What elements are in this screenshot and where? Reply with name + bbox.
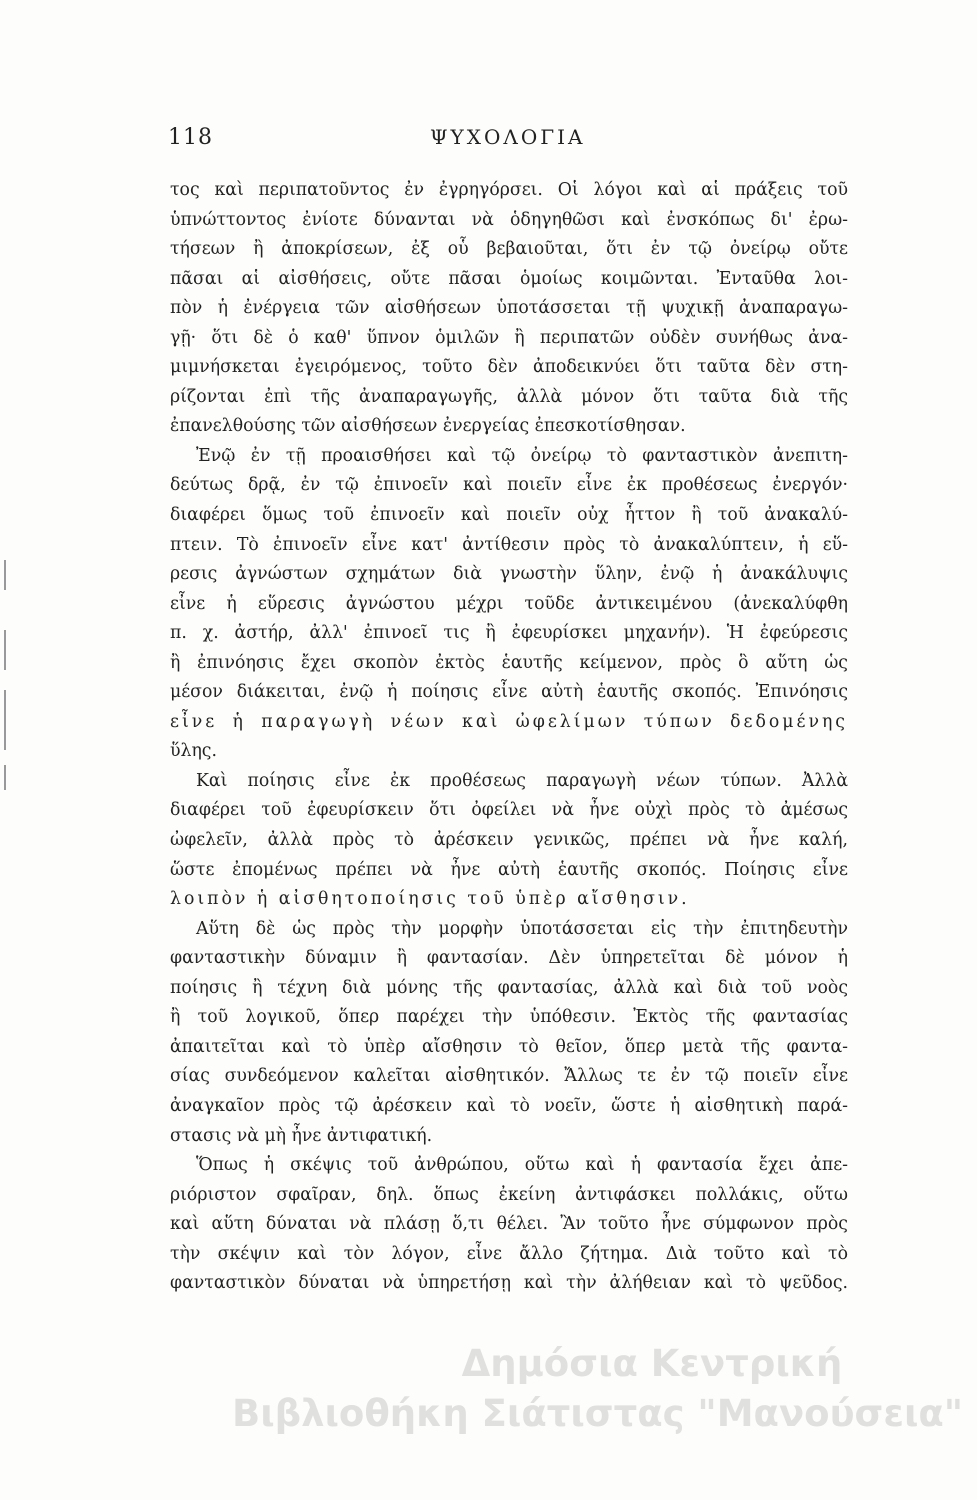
- text-line: Ὅπως ἡ σκέψις τοῦ ἀνθρώπου, οὕτω καὶ ἡ φαντασία ἔχει ἀπε-: [196, 1155, 848, 1176]
- text-line: στασις νὰ μὴ ἦνε ἀντιφατική.: [170, 1125, 433, 1146]
- text-line: ὥστε ἐπομένως πρέπει νὰ ἦνε αὐτὴ ἑαυτῆς σκοπός. Ποίησις εἶνε: [170, 859, 848, 880]
- text-line: ρεσις ἀγνώστων σχημάτων διὰ γνωστὴν ὕλην, ἐνῷ ἡ ἀνακάλυψις: [170, 564, 848, 585]
- text-line: ρίζονται ἐπὶ τῆς ἀναπαραγωγῆς, ἀλλὰ μόνον ὅτι ταῦτα διὰ τῆς: [170, 386, 848, 407]
- text-line: ἢ ἐπινόησις ἔχει σκοπὸν ἐκτὸς ἑαυτῆς κείμενον, πρὸς ὃ αὕτη ὡς: [170, 652, 848, 673]
- text-line: διαφέρει ὅμως τοῦ ἐπινοεῖν καὶ ποιεῖν οὐχ ἧττον ἢ τοῦ ἀνακαλύ-: [170, 505, 848, 526]
- text-line: π. χ. ἀστήρ, ἀλλ' ἐπινοεῖ τις ἢ ἐφευρίσκει μηχανήν). Ἡ ἐφεύρεσις: [170, 623, 848, 644]
- text-line: τὴν σκέψιν καὶ τὸν λόγον, εἶνε ἄλλο ζήτημα. Διὰ τοῦτο καὶ τὸ: [170, 1243, 848, 1264]
- text-line: ὠφελεῖν, ἀλλὰ πρὸς τὸ ἀρέσκειν γενικῶς, πρέπει νὰ ἦνε καλή,: [170, 830, 848, 851]
- text-line: τήσεων ἢ ἀποκρίσεων, ἐξ οὗ βεβαιοῦται, ὅτι ἐν τῷ ὀνείρῳ οὔτε: [170, 239, 848, 260]
- text-line: εἶνε ἡ εὕρεσις ἀγνώστου μέχρι τοῦδε ἀντικειμένου (ἀνεκαλύφθη: [170, 593, 848, 614]
- text-line: Αὕτη δὲ ὡς πρὸς τὴν μορφὴν ὑποτάσσεται εἰς τὴν ἐπιτηδευτὴν: [196, 918, 848, 939]
- text-line: ποίησις ἢ τέχνη διὰ μόνης τῆς φαντασίας, ἀλλὰ καὶ διὰ τοῦ νοὸς: [170, 977, 848, 998]
- text-line: ὕλης.: [170, 741, 217, 762]
- text-line: μέσον διάκειται, ἐνῷ ἡ ποίησις εἶνε αὐτὴ ἑαυτῆς σκοπός. Ἐπινόησις: [170, 682, 848, 703]
- text-line: τος καὶ περιπατοῦντος ἐν ἐγρηγόρσει. Οἱ λόγοι καὶ αἱ πράξεις τοῦ: [170, 180, 848, 200]
- text-line: μιμνήσκεται ἐγειρόμενος, τοῦτο δὲν ἀποδεικνύει ὅτι ταῦτα δὲν στη-: [170, 357, 848, 378]
- text-line: φανταστικὴν δύναμιν ἢ φαντασίαν. Δὲν ὑπηρετεῖται δὲ μόνον ἡ: [170, 948, 848, 969]
- text-line: πᾶσαι αἱ αἰσθήσεις, οὔτε πᾶσαι ὁμοίως κοιμῶνται. Ἐνταῦθα λοι-: [170, 268, 848, 289]
- text-line: πὸν ἡ ἐνέργεια τῶν αἰσθήσεων ὑποτάσσεται τῇ ψυχικῇ ἀναπαραγω-: [170, 298, 848, 319]
- text-line: δεύτως δρᾷ, ἐν τῷ ἐπινοεῖν καὶ ποιεῖν εἶνε ἐκ προθέσεως ἐνεργόν·: [170, 475, 848, 496]
- text-line: Ἐνῷ ἐν τῇ προαισθήσει καὶ τῷ ὀνείρῳ τὸ φανταστικὸν ἀνεπιτη-: [196, 445, 848, 466]
- text-line: εἶνε ἡ παραγωγὴ νέων καὶ ὠφελίμων τύπων δεδομένης: [170, 711, 848, 732]
- text-line: ἢ τοῦ λογικοῦ, ὅπερ παρέχει τὴν ὑπόθεσιν. Ἐκτὸς τῆς φαντασίας: [170, 1007, 848, 1028]
- library-watermark-line1: Δημόσια Κεντρική: [461, 1342, 843, 1385]
- text-line: ἀπαιτεῖται καὶ τὸ ὑπὲρ αἴσθησιν τὸ θεῖον, ὅπερ μετὰ τῆς φαντα-: [170, 1036, 848, 1057]
- page-header: [168, 125, 868, 159]
- text-line: ὑπνώττοντος ἐνίοτε δύνανται νὰ ὁδηγηθῶσι καὶ ἐνσκόπως δι' ἐρω-: [170, 209, 848, 230]
- text-line: φανταστικὸν δύναται νὰ ὑπηρετήσῃ καὶ τὴν ἀλήθειαν καὶ τὸ ψεῦδος.: [170, 1273, 848, 1294]
- library-watermark-line2: Βιβλιοθήκη Σιάτιστας "Μανούσεια": [232, 1392, 964, 1435]
- text-line: ριόριστον σφαῖραν, δηλ. ὅπως ἐκείνη ἀντιφάσκει πολλάκις, οὕτω: [170, 1184, 848, 1205]
- text-line: διαφέρει τοῦ ἐφευρίσκειν ὅτι ὀφείλει νὰ ἦνε οὐχὶ πρὸς τὸ ἀμέσως: [170, 800, 848, 821]
- page-number: 118: [168, 125, 213, 150]
- text-line: σίας συνδεόμενον καλεῖται αἰσθητικόν. Ἄλλως τε ἐν τῷ ποιεῖν εἶνε: [170, 1066, 848, 1087]
- binding-edge-marks: [0, 540, 14, 800]
- text-line: ἀναγκαῖον πρὸς τῷ ἀρέσκειν καὶ τὸ νοεῖν, ὥστε ἡ αἰσθητικὴ παρά-: [170, 1095, 848, 1116]
- running-head: ΨΥΧΟΛΟΓΙΑ: [430, 125, 586, 149]
- text-line: πτειν. Τὸ ἐπινοεῖν εἶνε κατ' ἀντίθεσιν πρὸς τὸ ἀνακαλύπτειν, ἡ εὕ-: [170, 534, 848, 555]
- body-text: [170, 176, 848, 1299]
- text-line: ἐπανελθούσης τῶν αἰσθήσεων ἐνεργείας ἐπεσκοτίσθησαν.: [170, 416, 686, 437]
- text-line: Καὶ ποίησις εἶνε ἐκ προθέσεως παραγωγὴ νέων τύπων. Ἀλλὰ: [196, 770, 848, 791]
- text-line: γῇ· ὅτι δὲ ὁ καθ' ὕπνον ὁμιλῶν ἢ περιπατῶν οὐδὲν συνήθως ἀνα-: [170, 327, 848, 348]
- text-line: καὶ αὕτη δύναται νὰ πλάσῃ ὅ,τι θέλει. Ἂν τοῦτο ἦνε σύμφωνον πρὸς: [170, 1214, 848, 1235]
- text-line: λοιπὸν ἡ αἰσθητοποίησις τοῦ ὑπὲρ αἴσθησιν.: [170, 889, 690, 910]
